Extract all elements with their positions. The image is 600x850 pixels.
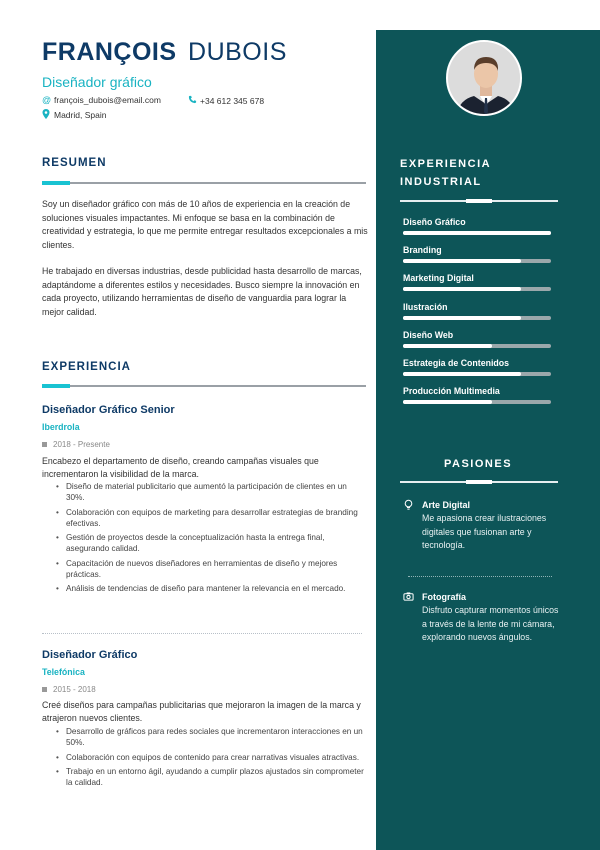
- passion-divider: [408, 576, 552, 577]
- job-1-bullets: [56, 481, 366, 598]
- skill-label: Estrategia de Contenidos: [403, 358, 510, 368]
- sidebar: [376, 0, 600, 850]
- summary-rule: [42, 182, 366, 184]
- passion-item-photography: [403, 591, 563, 645]
- skill-bar-fill: [403, 344, 492, 348]
- summary-paragraph-1: Soy un diseñador gráfico con más de 10 años de experiencia en la creación de soluciones visuales impactantes. Mi enfoque se basa en la combinación de creatividad y estrategia, lo que me permite entregar resultados excepcionales a mis clientes.: [42, 199, 368, 250]
- phone-contact[interactable]: [188, 95, 264, 106]
- job-1-company: Iberdrola: [42, 422, 80, 432]
- skill-bar-fill: [403, 316, 521, 320]
- email-contact[interactable]: [42, 95, 161, 105]
- skill-item: [403, 358, 551, 376]
- job-1-dates-text: 2018 - Presente: [53, 440, 110, 449]
- skill-item: [403, 302, 551, 320]
- list-item: • Gestión de proyectos desde la conceptualización hasta la entrega final, asegurando calidad.: [56, 532, 366, 554]
- list-item: • Desarrollo de gráficos para redes sociales que incrementaron interacciones en un 50%.: [56, 726, 366, 748]
- job-1-title: Diseñador Gráfico Senior: [42, 404, 175, 416]
- summary-paragraph-2: He trabajado en diversas industrias, desde publicidad hasta desarrollo de marcas, adaptándome a diferentes estilos y necesidades. Busco siempre la innovación en cada proyecto, utilizando herramientas de diseño de vanguardia para lograr la mejor calidad.: [42, 266, 362, 317]
- experience-heading: EXPERIENCIA: [42, 361, 131, 373]
- skill-bar: [403, 316, 551, 320]
- passion-2-title: Fotografía: [422, 591, 466, 602]
- last-name: DUBOIS: [188, 38, 287, 66]
- skill-bar-fill: [403, 231, 551, 235]
- skill-bar: [403, 344, 551, 348]
- passion-item-digital-art: [403, 499, 563, 553]
- summary-heading: RESUMEN: [42, 157, 107, 169]
- location-text: Madrid, Spain: [54, 110, 107, 120]
- skill-item: [403, 273, 551, 291]
- location-contact: [42, 109, 106, 121]
- full-name: [42, 38, 287, 67]
- list-item: • Colaboración con equipos de marketing para desarrollar estrategias de branding efectivas.: [56, 507, 366, 529]
- passions-heading: PASIONES: [444, 458, 513, 470]
- list-item: • Capacitación de nuevos diseñadores en herramientas de diseño y mejores prácticas.: [56, 558, 366, 580]
- skill-item: [403, 386, 551, 404]
- job-2-company: Telefónica: [42, 667, 85, 677]
- skills-heading: [400, 155, 491, 191]
- skills-heading-line-1: EXPERIENCIA: [400, 158, 492, 170]
- job-2-description: Creé diseños para campañas publicitarias que mejoraron la imagen de la marca y atrajeron nuevos clientes.: [42, 700, 361, 723]
- email-text: françois_dubois@email.com: [54, 95, 161, 105]
- skill-bar: [403, 259, 551, 263]
- job-divider: [42, 633, 362, 634]
- phone-text: +34 612 345 678: [200, 95, 265, 106]
- skills-rule: [400, 200, 558, 202]
- job-2-title: Diseñador Gráfico: [42, 649, 138, 661]
- passion-2-text: Disfruto capturar momentos únicos a través de la lente de mi cámara, explorando nuevos ángulos.: [422, 605, 559, 642]
- skill-label: Diseño Web: [403, 329, 454, 340]
- job-2-bullets: [56, 726, 366, 792]
- skill-bar: [403, 231, 551, 235]
- job-role: Diseñador gráfico: [42, 74, 152, 90]
- passion-1-title: Arte Digital: [422, 499, 471, 510]
- skills-heading-line-2: INDUSTRIAL: [400, 176, 482, 188]
- sidebar-top-strip: [376, 0, 600, 30]
- date-marker-icon: [42, 442, 47, 447]
- skill-bar: [403, 287, 551, 291]
- location-pin-icon: [42, 109, 54, 121]
- skill-bar-fill: [403, 372, 521, 376]
- job-1-dates: [42, 440, 110, 449]
- skill-item: [403, 217, 551, 235]
- skill-label: Marketing Digital: [403, 273, 474, 284]
- profile-photo: [446, 40, 522, 116]
- skill-label: Ilustración: [403, 301, 448, 312]
- bulb-icon: [403, 499, 414, 510]
- skill-label: Diseño Gráfico: [403, 217, 466, 227]
- date-marker-icon: [42, 687, 47, 692]
- skill-bar-fill: [403, 259, 521, 263]
- experience-rule: [42, 385, 366, 387]
- passion-1-text: Me apasiona crear ilustraciones digitales que fusionan arte y tecnología.: [422, 513, 547, 550]
- skill-label: Branding: [403, 245, 442, 256]
- camera-icon: [403, 591, 414, 602]
- phone-icon: [188, 95, 200, 106]
- at-icon: @: [42, 95, 52, 105]
- skill-bar-fill: [403, 400, 492, 404]
- skill-bar: [403, 400, 551, 404]
- job-2-dates-text: 2015 - 2018: [53, 685, 96, 694]
- skill-bar-fill: [403, 287, 521, 291]
- job-2-dates: [42, 685, 96, 694]
- list-item: • Análisis de tendencias de diseño para mantener la relevancia en el mercado.: [56, 583, 366, 594]
- job-1-description: Encabezo el departamento de diseño, creando campañas visuales que incrementaron la visibilidad de la marca.: [42, 456, 319, 479]
- skill-item: [403, 330, 551, 348]
- list-item: • Trabajo en un entorno ágil, ayudando a cumplir plazos ajustados sin comprometer la calidad.: [56, 766, 366, 788]
- list-item: • Colaboración con equipos de contenido para crear narrativas visuales atractivas.: [56, 752, 366, 763]
- passions-rule: [400, 481, 558, 483]
- skill-item: [403, 245, 551, 263]
- list-item: • Diseño de material publicitario que aumentó la participación de clientes en un 30%.: [56, 481, 366, 503]
- skill-bar: [403, 372, 551, 376]
- first-name: FRANÇOIS: [42, 38, 177, 66]
- skill-label: Producción Multimedia: [403, 386, 500, 397]
